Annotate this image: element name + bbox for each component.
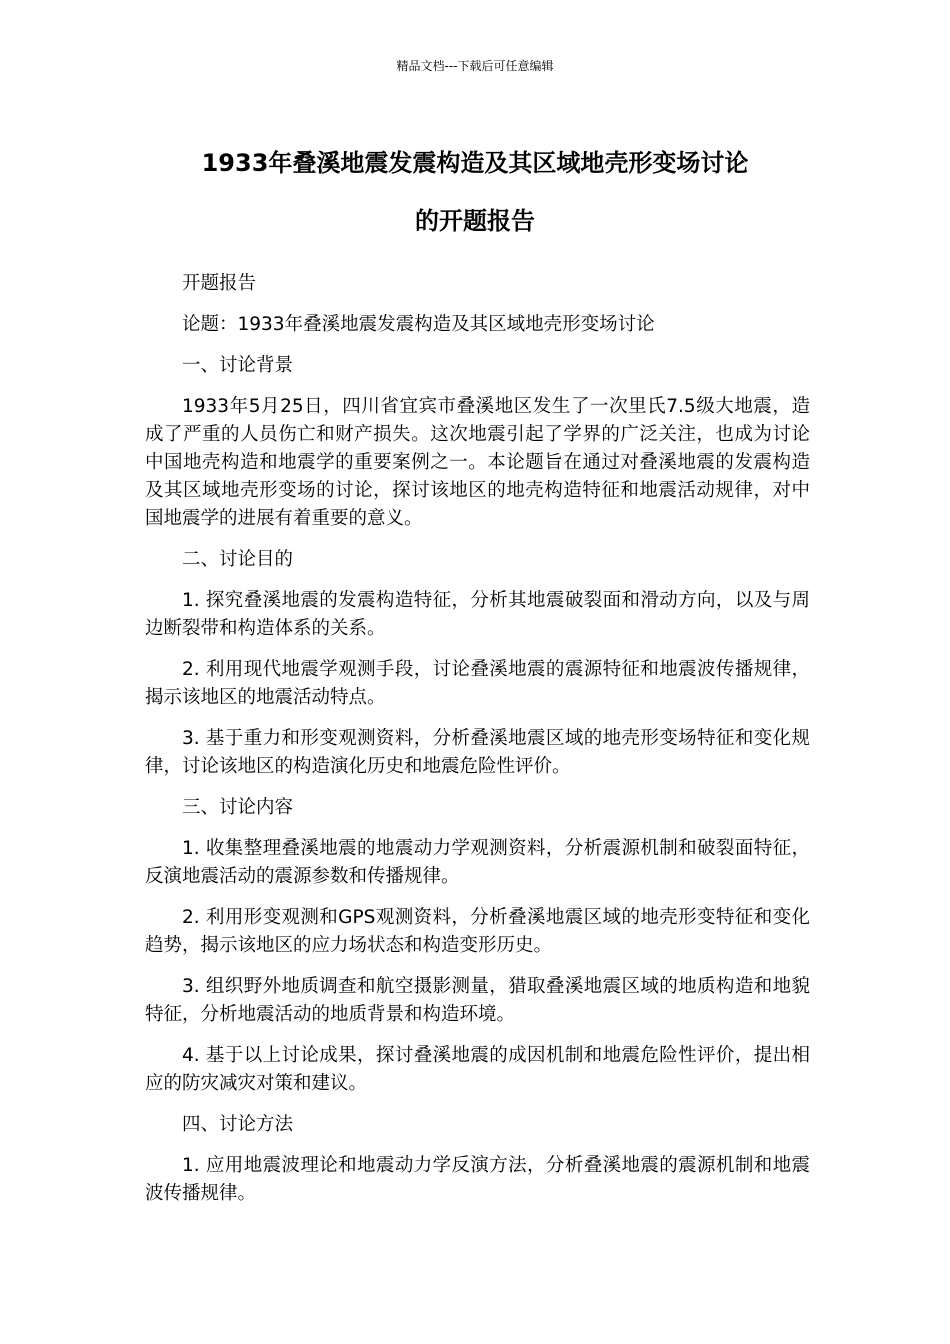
purpose-item-3: 3. 基于重力和形变观测资料，分析叠溪地震区域的地壳形变场特征和变化规律，讨论该地区的构造演化历史和地震危险性评价。 (145, 728, 810, 777)
title-line-2: 的开题报告 (415, 207, 535, 235)
page-header-note: 精品文档---下载后可任意编辑 (396, 59, 554, 73)
document-title (145, 134, 805, 250)
content-item-1: 1. 收集整理叠溪地震的地震动力学观测资料，分析震源机制和破裂面特征，反演地震活动的震源参数和传播规律。 (145, 838, 810, 887)
paragraph-background: 1933年5月25日，四川省宜宾市叠溪地区发生了一次里氏7.5级大地震，造成了严重的人员伤亡和财产损失。这次地震引起了学界的广泛关注，也成为讨论中国地壳构造和地震学的重要案例之一。本论题旨在通过对叠溪地震的发震构造及其区域地壳形变场的讨论，探讨该地区的地壳构造特征和地震活动规律，对中国地震学的进展有着重要的意义。 (145, 396, 810, 529)
purpose-item-2: 2. 利用现代地震学观测手段，讨论叠溪地震的震源特征和地震波传播规律，揭示该地区的地震活动特点。 (145, 659, 810, 708)
content-item-2: 2. 利用形变观测和GPS观测资料，分析叠溪地震区域的地壳形变特征和变化趋势，揭示该地区的应力场状态和构造变形历史。 (145, 907, 810, 956)
content-item-3: 3. 组织野外地质调查和航空摄影测量，猎取叠溪地震区域的地质构造和地貌特征，分析地震活动的地质背景和构造环境。 (145, 976, 810, 1025)
section-heading-background: 一、讨论背景 (182, 355, 294, 376)
purpose-item-1: 1. 探究叠溪地震的发震构造特征，分析其地震破裂面和滑动方向，以及与周边断裂带和构造体系的关系。 (145, 590, 810, 639)
method-item-1: 1. 应用地震波理论和地震动力学反演方法，分析叠溪地震的震源机制和地震波传播规律。 (145, 1155, 810, 1204)
content-item-4: 4. 基于以上讨论成果，探讨叠溪地震的成因机制和地震危险性评价，提出相应的防灾减灾对策和建议。 (145, 1045, 810, 1094)
document-body (145, 270, 810, 1221)
section-heading-purpose: 二、讨论目的 (182, 549, 294, 570)
section-heading-content: 三、讨论内容 (182, 797, 294, 818)
topic-line: 论题：1933年叠溪地震发震构造及其区域地壳形变场讨论 (182, 314, 655, 335)
title-line-1: 1933年叠溪地震发震构造及其区域地壳形变场讨论 (201, 149, 749, 177)
section-heading-method: 四、讨论方法 (182, 1114, 294, 1135)
report-label: 开题报告 (182, 273, 257, 294)
